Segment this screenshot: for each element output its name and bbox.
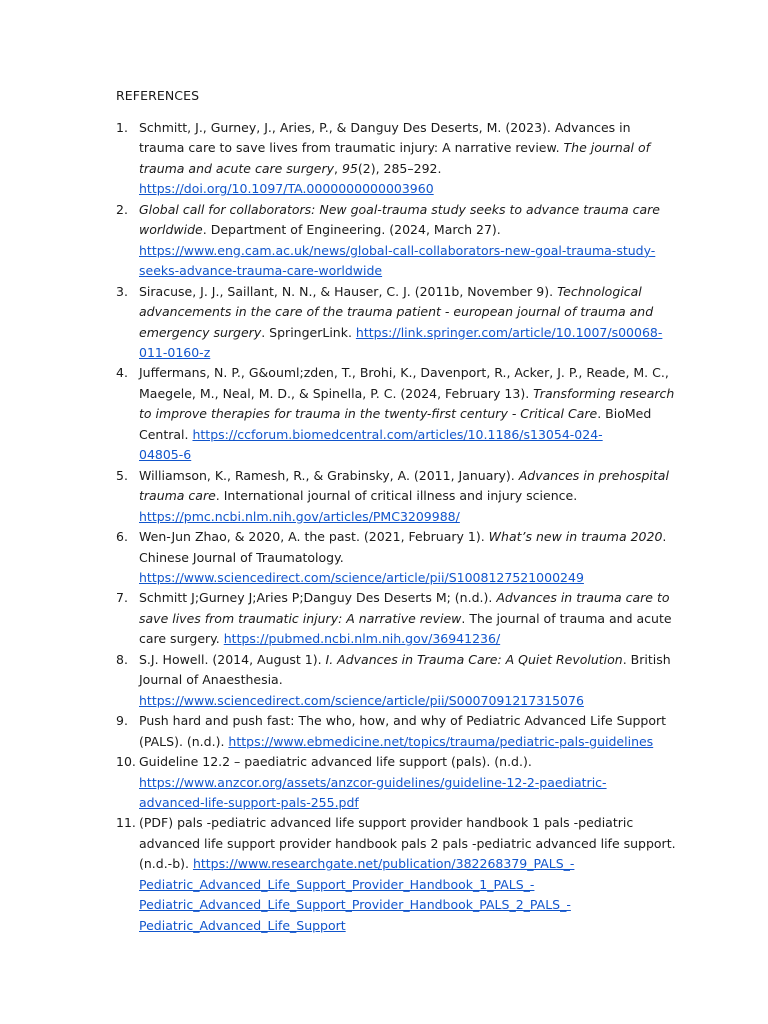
reference-link[interactable]: [139, 856, 574, 932]
reference-text: [139, 363, 676, 465]
reference-item: [116, 527, 676, 588]
reference-number: 8.: [116, 651, 128, 667]
reference-text-segment: . BioMed Central.: [139, 406, 652, 442]
reference-number: 5.: [116, 467, 128, 483]
reference-link-line: https://pmc.ncbi.nlm.nih.gov/articles/PMC3209988/: [139, 508, 460, 524]
reference-text-segment: S.J. Howell. (2014, August 1).: [139, 651, 326, 667]
reference-title-italic: The journal of trauma and acute care surgery: [139, 140, 650, 176]
reference-number: 3.: [116, 283, 128, 299]
reference-text-segment: ,: [334, 160, 342, 176]
reference-text: [139, 711, 676, 752]
reference-title-italic: What’s new in trauma 2020: [488, 529, 663, 545]
reference-number: 11.: [116, 815, 136, 831]
reference-text-segment: (PDF) pals -pediatric advanced life support provider handbook 1 pals -pediatric advanced life support provider handbook pals 2 pals -pediatric advanced life support. (n.d.-b).: [139, 815, 676, 872]
reference-number: 6.: [116, 529, 128, 545]
reference-title-italic: 95: [341, 160, 358, 176]
reference-text-segment: . Department of Engineering. (2024, March 27).: [202, 222, 501, 238]
reference-item: [116, 200, 676, 282]
reference-text-segment: Wen-Jun Zhao, & 2020, A. the past. (2021, February 1).: [139, 529, 489, 545]
reference-item: [116, 650, 676, 711]
reference-text-segment: Guideline 12.2 – paediatric advanced life support (pals). (n.d.).: [139, 754, 532, 770]
references-heading: REFERENCES: [116, 88, 200, 103]
reference-link-line: https://www.ebmedicine.net/topics/trauma/pediatric-pals-guidelines: [228, 733, 654, 749]
reference-link[interactable]: [228, 734, 653, 749]
reference-text: [139, 813, 676, 936]
reference-item: [116, 813, 676, 936]
reference-text: [139, 752, 676, 813]
reference-number: 7.: [116, 590, 128, 606]
reference-text-segment: . The journal of trauma and acute care surgery.: [139, 610, 672, 647]
reference-text-segment: . British Journal of Anaesthesia.: [139, 651, 671, 688]
reference-item: [116, 282, 676, 364]
reference-link-line: https://www.researchgate.net/publication/382268379_PALS_-: [192, 856, 575, 872]
reference-text: [139, 118, 676, 200]
reference-text: [139, 200, 676, 282]
reference-text-segment: Williamson, K., Ramesh, R., & Grabinsky, A. (2011, January).: [139, 467, 519, 483]
reference-list: [116, 118, 676, 936]
reference-link-line: advanced-life-support-pals-255.pdf: [139, 794, 359, 810]
reference-link-line: https://doi.org/10.1097/TA.0000000000003960: [139, 181, 434, 197]
reference-number: 4.: [116, 365, 128, 381]
reference-text: [139, 588, 676, 649]
reference-title-italic: Technological advancements in the care of the trauma patient - european journal of trauma and emergency surgery: [139, 283, 654, 340]
reference-item: [116, 752, 676, 813]
reference-text-segment: Push hard and push fast: The who, how, and why of Pediatric Advanced Life Support (PALS). (n.d.).: [139, 713, 667, 749]
reference-number: 10.: [116, 754, 136, 770]
reference-link[interactable]: [139, 570, 584, 585]
reference-text-segment: Siracuse, J. J., Saillant, N. N., & Hauser, C. J. (2011b, November 9).: [139, 283, 558, 299]
reference-link[interactable]: [139, 243, 655, 278]
reference-text-segment: Juffermans, N. P., G&ouml;zden, T., Brohi, K., Davenport, R., Acker, J. P., Reade, M. C., Maegele, M., Neal, M. D., & Spinella, P. C. (2024, February 13).: [139, 365, 669, 401]
reference-number: 9.: [116, 713, 128, 729]
reference-link-line: 04805-6: [139, 447, 192, 463]
reference-link[interactable]: [224, 631, 500, 646]
reference-link-line: https://www.anzcor.org/assets/anzcor-guidelines/guideline-12-2-paediatric-: [139, 774, 607, 790]
reference-link-line: https://ccforum.biomedcentral.com/articles/10.1186/s13054-024-: [192, 426, 603, 442]
reference-link-line: 011-0160-z: [139, 344, 211, 360]
reference-title-italic: Advances in trauma care to save lives from traumatic injury: A narrative review: [139, 590, 670, 626]
reference-link-line: seeks-advance-trauma-care-worldwide: [139, 263, 383, 279]
reference-text: [139, 466, 676, 527]
reference-number: 2.: [116, 201, 128, 217]
reference-link-line: https://pubmed.ncbi.nlm.nih.gov/36941236/: [223, 631, 501, 647]
reference-link[interactable]: [139, 775, 607, 810]
reference-item: [116, 466, 676, 527]
reference-link-line: https://www.sciencedirect.com/science/article/pii/S1008127521000249: [139, 569, 584, 585]
reference-link-line: Pediatric_Advanced_Life_Support_Provider_Handbook_1_PALS_-: [139, 876, 535, 892]
reference-text-segment: . International journal of critical illness and injury science.: [215, 488, 578, 504]
reference-item: [116, 588, 676, 649]
reference-text-segment: Schmitt, J., Gurney, J., Aries, P., & Danguy Des Deserts, M. (2023). Advances in trauma care to save lives from traumatic injury: A narrative review.: [139, 120, 631, 156]
reference-text: [139, 650, 676, 711]
reference-number: 1.: [116, 120, 128, 135]
reference-link-line: Pediatric_Advanced_Life_Support_Provider_Handbook_PALS_2_PALS_-: [139, 897, 571, 913]
reference-link-line: Pediatric_Advanced_Life_Support: [139, 917, 346, 933]
reference-text-segment: . Chinese Journal of Traumatology.: [139, 529, 667, 565]
reference-title-italic: Transforming research to improve therapies for trauma in the twenty-first century - Critical Care: [139, 385, 675, 422]
reference-text-segment: Schmitt J;Gurney J;Aries P;Danguy Des Deserts M; (n.d.).: [139, 590, 497, 606]
reference-item: [116, 711, 676, 752]
reference-title-italic: Global call for collaborators: New goal-trauma study seeks to advance trauma care worldwide: [139, 201, 660, 238]
reference-link[interactable]: [139, 181, 434, 196]
reference-title-italic: I. Advances in Trauma Care: A Quiet Revolution: [325, 651, 623, 667]
reference-item: [116, 118, 676, 200]
reference-text: [139, 282, 676, 364]
reference-link-line: https://www.eng.cam.ac.uk/news/global-call-collaborators-new-goal-trauma-study-: [139, 242, 656, 258]
reference-link[interactable]: [139, 693, 584, 708]
reference-item: [116, 363, 676, 465]
reference-link-line: https://link.springer.com/article/10.1007/s00068-: [355, 324, 663, 340]
reference-text-segment: (2), 285–292.: [357, 160, 442, 176]
reference-text: [139, 527, 676, 588]
reference-text-segment: . SpringerLink.: [261, 324, 356, 340]
reference-link-line: https://www.sciencedirect.com/science/article/pii/S0007091217315076: [139, 692, 584, 708]
reference-link[interactable]: [139, 509, 460, 524]
reference-title-italic: Advances in prehospital trauma care: [139, 467, 669, 504]
reference-link[interactable]: [139, 427, 603, 462]
